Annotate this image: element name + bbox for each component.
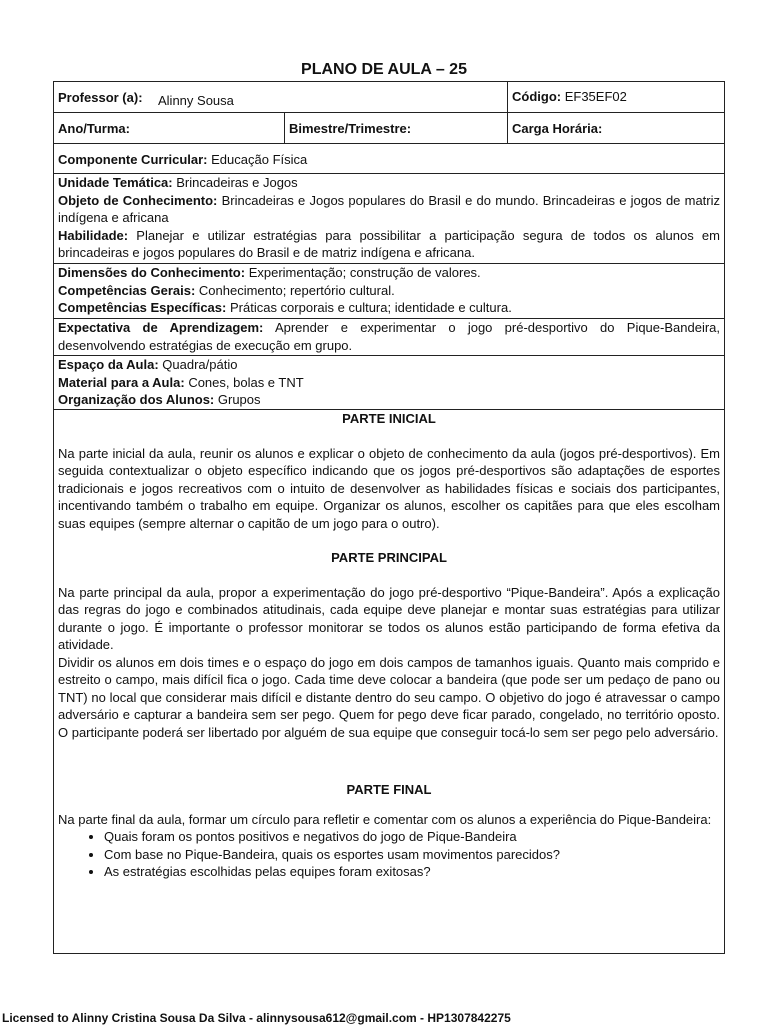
page-title: PLANO DE AULA – 25 <box>301 61 467 78</box>
professor-label: Professor (a): <box>58 90 143 105</box>
competencias-especificas-label: Competências Específicas: <box>58 300 227 315</box>
componente-value: Educação Física <box>211 152 308 167</box>
list-item: • Quais foram os pontos positivos e negativos do jogo de Pique-Bandeira <box>104 828 720 846</box>
competencias-gerais-label: Competências Gerais: <box>58 282 196 298</box>
header-row-professor <box>54 82 724 113</box>
competencias-gerais-value: Conhecimento; repertório cultural. <box>198 282 395 298</box>
habilidade-label: Habilidade: <box>58 227 129 243</box>
carga-label: Carga Horária: <box>512 121 603 136</box>
professor-cell <box>54 82 507 112</box>
unidade-value: Brincadeiras e Jogos <box>176 175 298 190</box>
parte-principal-text-1: Na parte principal da aula, propor a experimentação do jogo pré-desportivo “Pique-Bandeira”. Após a explicação das regras do jogo e combinados atitudinais, cada equipe deve planejar e montar suas estratégias para utilizar durante o jogo. É importante o professor monitorar se todos os alunos estão participando de forma efetiva da atividade. <box>58 584 720 652</box>
dimensoes-value: Experimentação; construção de valores. <box>248 265 481 280</box>
objeto-value: Brincadeiras e Jogos populares do Brasil e do mundo. Brincadeiras e jogos de matriz indígena e africana <box>58 192 721 225</box>
espaco-label: Espaço da Aula: <box>58 357 159 372</box>
codigo-label: Código: <box>512 89 562 104</box>
organizacao-value: Grupos <box>217 392 261 407</box>
espaco-section <box>54 356 724 410</box>
unidade-label: Unidade Temática: <box>58 175 173 190</box>
ano-cell <box>54 113 284 143</box>
parte-principal-text-2: Dividir os alunos em dois times e o espaço do jogo em dois campos de tamanhos iguais. Quanto mais comprido e estreito o campo, mais difícil fica o jogo. Cada time deve colocar a bandeira (que pode ser um pedaço de pano ou TNT) no local que considerar mais difícil e distante dentro do seu campo. O objetivo do jogo é atravessar o campo adversário e capturar a bandeira sem ser pego. Quem for pego deve ficar parado, congelado, no território oposto. O participante poderá ser libertado por alguém de sua equipe que conseguir tocá-lo sem ser pego pelo adversário. <box>58 654 720 740</box>
unidade-section <box>54 174 724 264</box>
reflection-questions-list <box>58 828 720 881</box>
expectativa-section <box>54 319 724 356</box>
license-footer: Licensed to Alinny Cristina Sousa Da Silva - alinnysousa612@gmail.com - HP1307842275 <box>2 1011 511 1025</box>
objeto-label: Objeto de Conhecimento: <box>58 192 218 208</box>
header-row-turma <box>54 113 724 144</box>
dimensoes-label: Dimensões do Conhecimento: <box>58 265 246 280</box>
expectativa-value: Aprender e experimentar o jogo pré-desportivo do Pique-Bandeira, desenvolvendo estratégias de execução em grupo. <box>58 320 720 353</box>
codigo-cell <box>507 82 724 112</box>
organizacao-label: Organização dos Alunos: <box>58 392 215 407</box>
parte-inicial-title: PARTE INICIAL <box>342 411 436 426</box>
parte-principal-title: PARTE PRINCIPAL <box>331 550 447 565</box>
espaco-value: Quadra/pátio <box>162 357 238 372</box>
codigo-value: EF35EF02 <box>564 89 627 104</box>
componente-label: Componente Curricular: <box>58 152 208 167</box>
lesson-body <box>54 410 724 881</box>
componente-cell <box>54 144 724 173</box>
bimestre-label: Bimestre/Trimestre: <box>289 121 412 136</box>
habilidade-value: Planejar e utilizar estratégias para possibilitar a participação segura de todos os alunos em brincadeiras e jogos populares do Brasil e de matriz indígena e africana. <box>58 227 720 260</box>
material-value: Cones, bolas e TNT <box>188 374 304 390</box>
lesson-plan-table <box>53 81 725 954</box>
expectativa-label: Expectativa de Aprendizagem: <box>58 320 264 335</box>
componente-row <box>54 144 724 174</box>
parte-inicial-text: Na parte inicial da aula, reunir os alunos e explicar o objeto de conhecimento da aula (jogos pré-desportivos). Em seguida contextualizar o objeto específico indicando que os jogos pré-desportivos são adaptações de esportes tradicionais e jogos recreativos com o intuito de desenvolver as habilidades físicas e sociais dos participantes, incentivando também o trabalho em equipe. Organizar os alunos, escolher os capitães para que eles escolham suas equipes (sempre alternar o capitão de um jogo para o outro). <box>58 445 720 531</box>
ano-label: Ano/Turma: <box>58 121 130 136</box>
professor-value: Alinny Sousa <box>158 93 234 108</box>
competencias-especificas-value: Práticas corporais e cultura; identidade e cultura. <box>229 300 512 315</box>
list-item: • Com base no Pique-Bandeira, quais os esportes usam movimentos parecidos? <box>104 846 720 864</box>
bimestre-cell <box>284 113 507 143</box>
list-item: • As estratégias escolhidas pelas equipes foram exitosas? <box>104 863 720 881</box>
material-label: Material para a Aula: <box>58 374 185 390</box>
dimensoes-section <box>54 264 724 319</box>
parte-final-title: PARTE FINAL <box>346 782 432 797</box>
carga-cell <box>507 113 724 143</box>
parte-final-text: Na parte final da aula, formar um círculo para refletir e comentar com os alunos a experiência do Pique-Bandeira: <box>58 811 712 827</box>
